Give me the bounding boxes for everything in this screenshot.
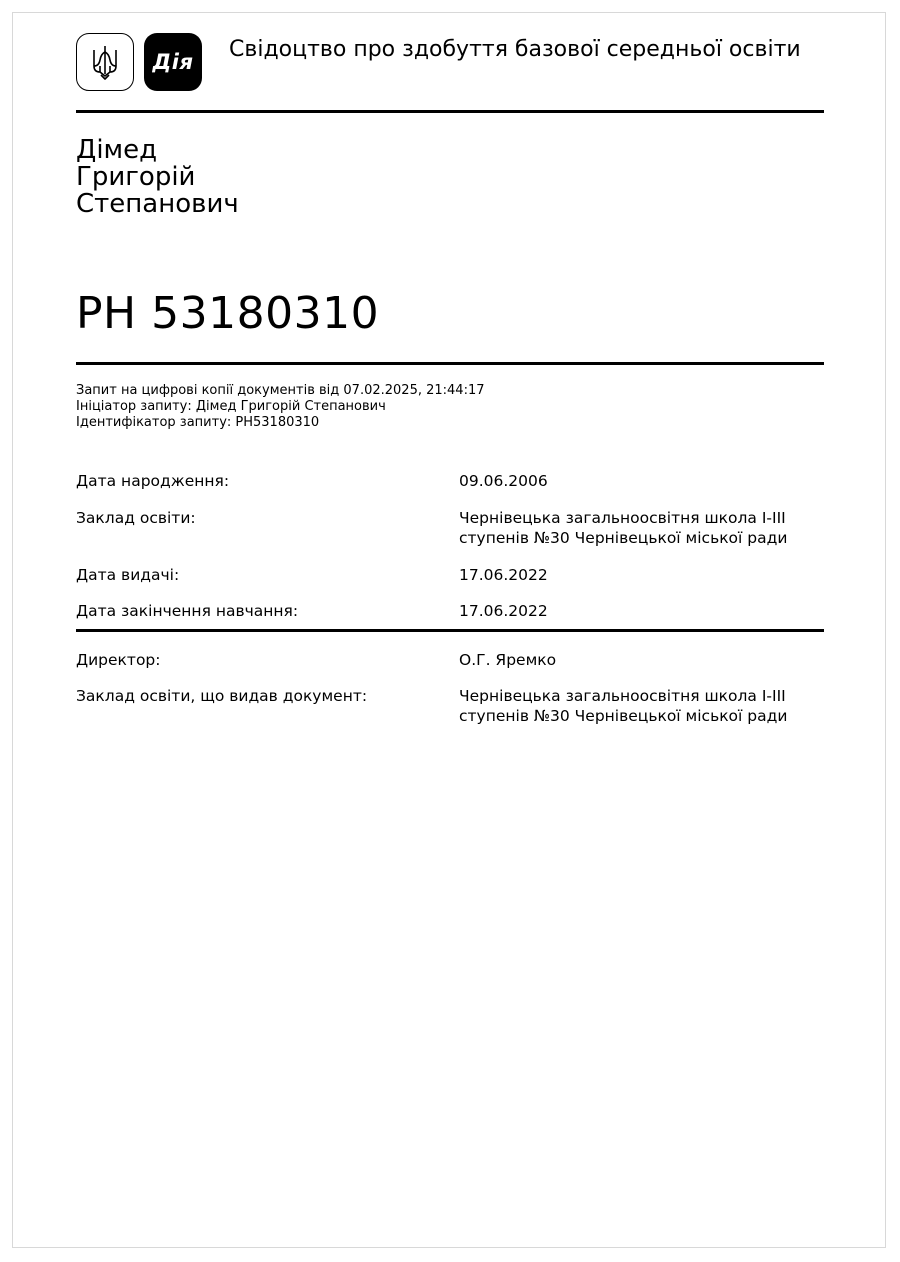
diia-logo-text: Дія — [152, 50, 194, 74]
header-divider — [76, 110, 824, 113]
detail-row-institution — [76, 508, 824, 548]
detail-row-birth-date — [76, 471, 824, 491]
detail-row-issue-date — [76, 565, 824, 585]
document-header — [76, 33, 824, 93]
institution-value-line2: ступенів №30 Чернівецької міської ради — [459, 529, 788, 547]
details-section — [76, 471, 824, 621]
director-label: Директор: — [76, 651, 161, 669]
document-content — [76, 33, 824, 726]
issuing-institution-value-line1: Чернівецька загальноосвітня школа І-ІІІ — [459, 687, 786, 705]
detail-row-director — [76, 650, 824, 670]
birth-date-label: Дата народження: — [76, 472, 230, 490]
institution-value-line1: Чернівецька загальноосвітня школа І-ІІІ — [459, 509, 786, 527]
number-divider — [76, 362, 824, 365]
request-initiator-line: Ініціатор запиту: Дімед Григорій Степанович — [76, 399, 386, 414]
issue-date-label: Дата видачі: — [76, 566, 180, 584]
detail-row-issuing-institution — [76, 686, 824, 726]
person-surname: Дімед — [76, 135, 158, 165]
director-value: О.Г. Яремко — [459, 651, 557, 669]
issuing-institution-label: Заклад освіти, що видав документ: — [76, 687, 368, 705]
graduation-date-label: Дата закінчення навчання: — [76, 602, 299, 620]
document-title: Свідоцтво про здобуття базової середньої освіти — [229, 37, 801, 62]
issuing-institution-value — [459, 686, 824, 726]
institution-value — [459, 508, 824, 548]
issuing-institution-value-line2: ступенів №30 Чернівецької міської ради — [459, 707, 788, 725]
diia-logo — [144, 33, 202, 91]
birth-date-value: 09.06.2006 — [459, 472, 548, 490]
document-number: РН 53180310 — [76, 288, 380, 339]
person-first-name: Григорій — [76, 162, 196, 192]
trident-icon — [76, 33, 134, 91]
graduation-date-value: 17.06.2022 — [459, 602, 548, 620]
details-divider — [76, 629, 824, 632]
request-id-line: Ідентифікатор запиту: РН53180310 — [76, 415, 320, 430]
issue-date-value: 17.06.2022 — [459, 566, 548, 584]
signatory-section — [76, 650, 824, 726]
request-info — [76, 383, 824, 431]
request-date-line: Запит на цифрові копії документів від 07.02.2025, 21:44:17 — [76, 383, 485, 398]
person-patronymic: Степанович — [76, 189, 239, 219]
person-full-name — [76, 137, 824, 218]
institution-label: Заклад освіти: — [76, 509, 196, 527]
detail-row-graduation-date — [76, 601, 824, 621]
